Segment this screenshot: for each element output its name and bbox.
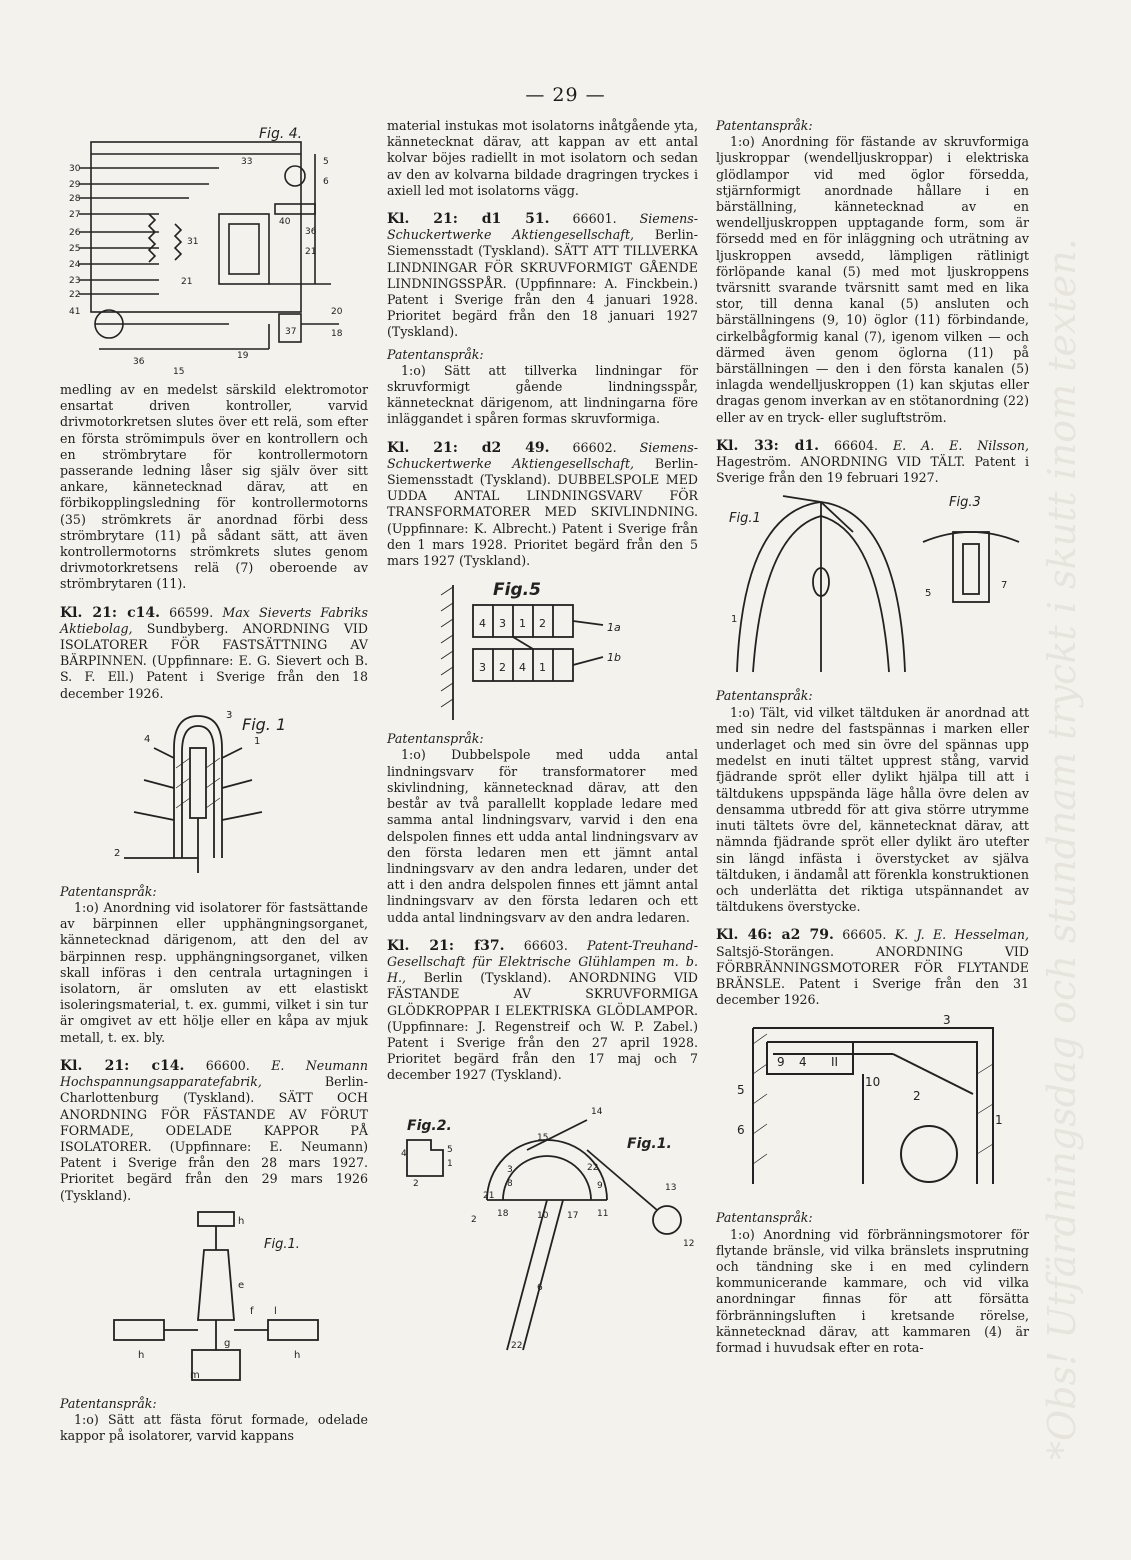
claim-66604: 1:o) Tält, vid vilket tältduken är anordnad att med sin nedre del fastspännas i marken eller underlaget och med sin övre del spännas upp medelst en inuti tältet upprest stång, varvid fjädrande spröt eller dylikt hjälpa till att i tältdukens uppspända läge hålla övre delen av densamma utbredd för att giva större utrymme inuti tältets övre del, kännetecknat därav, att nämnda fjädrande spröt eller dylikt äro utefter sin längd infästa i överstycket av själva tältduken, i ändamål att förenkla konstruktionen och underlätta det riktiga utspännandet av tältdukens överstycke. [716, 704, 1029, 915]
svg-text:m: m [190, 1369, 200, 1381]
svg-text:13: 13 [665, 1182, 677, 1193]
svg-text:1: 1 [994, 1113, 1003, 1128]
svg-text:22: 22 [587, 1162, 599, 1173]
svg-text:28: 28 [69, 194, 81, 204]
patent-entry-66605: Kl. 46: a2 79. 66605. K. J. E. Hesselman, Saltsjö-Storängen. ANORDNING VID FÖRBRÄNNINGSMOTORER FÖR FLYTANDE BRÄNSLE. Patent i Sverige från den 31 december 1926. [716, 927, 1029, 1008]
claim-heading-2: Patentanspråk: [387, 731, 484, 747]
svg-text:Fig.1.: Fig.1. [627, 1135, 672, 1152]
patent-entry-66600: Kl. 21: c14. 66600. E. Neumann Hochspannungsapparatefabrik, Berlin-Charlottenburg (Tyskland). SÄTT OCH ANORDNING FÖR FÄSTANDE AV FÖRUT FORMADE, ODELADE KAPPOR PÅ ISOLATORER. (Uppfinnare: E. Neumann) Patent i Sverige från den 28 mars 1927. Prioritet begärd från den 29 mars 1926 (Tyskland). [60, 1057, 368, 1203]
claim-heading: Patentanspråk: [716, 118, 813, 133]
svg-text:26: 26 [69, 228, 81, 238]
patent-entry-66603: Kl. 21: f37. 66603. Patent-Treuhand-Gesellschaft für Elektrische Glühlampen m. b. H., Berlin (Tyskland). ANORDNING VID FÄSTANDE AV SKRUVFORMIGA GLÖDKROPPAR I ELEKTRISKA GLÖDLAMPOR. (Uppfinnare: J. Regenstreif och W. P. Zabel.) Patent i Sverige från den 27 april 1928. Prioritet begärd från den 17 maj och 7 december 1927 (Tyskland). [387, 937, 698, 1083]
figure-tent [723, 492, 1023, 682]
svg-text:l: l [274, 1305, 277, 1317]
svg-text:31: 31 [187, 237, 199, 247]
svg-text:5: 5 [736, 1083, 745, 1098]
svg-text:30: 30 [69, 164, 81, 174]
svg-text:24: 24 [69, 260, 81, 270]
patent-entry-66599: Kl. 21: c14. 66599. Max Sieverts Fabriks Aktiebolag, Sundbyberg. ANORDNING VID ISOLATORER FÖR FASTSÄTTNING AV BÄRPINNEN. (Uppfinnare: E. G. Sievert och B. S. F. Ell.) Patent i Sverige från den 18 december 1926. [60, 604, 369, 701]
svg-text:4: 4 [401, 1148, 407, 1159]
svg-text:15: 15 [173, 367, 185, 376]
svg-text:25: 25 [69, 244, 81, 254]
svg-text:4: 4 [518, 661, 526, 675]
svg-text:23: 23 [69, 276, 81, 286]
svg-text:Fig.3: Fig.3 [948, 495, 981, 511]
svg-text:1a: 1a [606, 621, 621, 635]
svg-text:2: 2 [114, 847, 121, 859]
claim-heading: Patentanspråk: [60, 883, 157, 899]
svg-text:36: 36 [133, 357, 145, 367]
claim-66601: 1:o) Sätt att tillverka lindningar för skruvformigt gående lindningsspår, kännetecknat därigenom, att lindningarna före inläggandet i spåren formas skruvformiga. [387, 362, 698, 427]
svg-text:21: 21 [483, 1190, 495, 1201]
svg-text:33: 33 [241, 157, 253, 167]
bleed-through-watermark: *Obs! Utfärdningsdag och stundnam tryckt i skutt inom texten. [1040, 238, 1084, 1460]
svg-text:h: h [294, 1349, 301, 1361]
svg-text:f: f [250, 1305, 254, 1317]
svg-text:21: 21 [305, 247, 317, 257]
svg-text:27: 27 [69, 210, 81, 220]
svg-text:6: 6 [736, 1123, 745, 1138]
claim-heading: Patentanspråk: [387, 346, 484, 362]
claim-66605: 1:o) Anordning vid förbränningsmotorer för flytande bränsle, vid vilka bränslets insprutning och tändning ske i en med cylindern kommunicerande kammare, och vid vilka anordningar finnas för att försätta förbränningsluften i kretsande rörelse, kännetecknad därav, att kammaren (4) är formad i huvudsak efter en rota- [716, 1226, 1029, 1355]
svg-text:8: 8 [507, 1178, 513, 1189]
svg-text:1: 1 [730, 614, 737, 626]
svg-text:7: 7 [1000, 580, 1007, 592]
svg-text:21: 21 [181, 277, 193, 287]
claim-66603: 1:o) Anordning för fästande av skruvformiga ljuskroppar (wendelljuskroppar) i elektriska glödlampor vid med öglor försedda, stjärnformigt anordnade hållare i en bärställning, kännetecknad av en wendelljuskroppen upptagande form, som är försedd med en för inläggning och uträtning av ljuskroppen avsedd, lämpligen rätlinigt förlöpande kanal (5) med mot ljuskroppens tvärsnitt svarande tvärsnitt samt med en lika stor, till denna kanal (5) ansluten och bärställningens (9, 10) öglor (11) förbindande, cirkelbågformig kanal (7), igenom vilken — och därmed även genom öglorna (11) på bärställningen — den i den första kanalen (5) inlagda wendelljuskroppen (1) kan skjutas eller dragas genom inverkan av en stötanordning (22) eller av en tryck- eller sugluftström. [716, 134, 1029, 425]
page-number: — 29 — [525, 84, 606, 106]
figure-4-circuit-diagram [69, 124, 359, 376]
figure-combustion-engine [733, 1014, 1013, 1204]
svg-text:4: 4 [798, 1055, 807, 1070]
svg-text:g: g [224, 1337, 231, 1349]
svg-text:20: 20 [331, 307, 343, 317]
svg-text:10: 10 [864, 1075, 880, 1090]
svg-text:h: h [238, 1215, 245, 1227]
svg-text:5: 5 [323, 157, 329, 167]
column-3 [716, 118, 1029, 1356]
svg-text:5: 5 [447, 1144, 453, 1155]
svg-text:e: e [238, 1279, 245, 1291]
patent-entry-66604: Kl. 33: d1. 66604. E. A. E. Nilsson, Hageström. ANORDNING VID TÄLT. Patent i Sverige från den 19 februari 1927. [716, 437, 1029, 486]
svg-text:2: 2 [912, 1089, 921, 1104]
patent-entry-66602: Kl. 21: d2 49. 66602. Siemens-Schuckertwerke Aktiengesellschaft, Berlin-Siemensstadt (Tyskland). DUBBELSPOLE MED UDDA ANTAL LINDNINGSVARV FÖR TRANSFORMATORER MED SKIVLINDNING. (Uppfinnare: K. Albrecht.) Patent i Sverige från den 1 mars 1928. Prioritet begärd från den 5 mars 1927 (Tyskland). [387, 439, 698, 569]
svg-text:2: 2 [471, 1214, 477, 1225]
claim-66599: 1:o) Anordning vid isolatorer för fastsättande av bärpinnen eller upphängningsorganet, kännetecknad därigenom, att den del av bärpinnen resp. upphängningsorganet, vilken skall införas i den centrala urtagningen i isolatorn, är omsluten av ett elastiskt isoleringsmaterial, t. ex. gummi, vilket i sin tur är omgivet av ett hölje eller en kåpa av mjuk metall, t. ex. bly. [60, 900, 368, 1045]
svg-text:9: 9 [776, 1055, 785, 1070]
svg-text:41: 41 [69, 307, 81, 317]
svg-text:14: 14 [591, 1106, 603, 1117]
svg-text:h: h [138, 1349, 145, 1361]
figure-1-kappor-press [74, 1210, 354, 1390]
figure-glowlamp-form [387, 1090, 698, 1360]
svg-text:1: 1 [538, 661, 546, 675]
svg-text:3: 3 [498, 617, 506, 631]
svg-text:3: 3 [942, 1014, 951, 1028]
svg-text:37: 37 [285, 327, 297, 337]
continuation-paragraph: medling av en medelst särskild elektromotor ensartat driven kontroller, varvid drivmotorkretsen slutes över ett relä, som efter en första strömimpuls över en kontrollern och en strömbrytare för kontrollermotorn passerande ledning låser sig själv över sitt ankare, kännetecknad därav, att en förbikopplingsledning för kontrollermotorns (35) strömkrets är anordnad förbi dess strömbrytare (11) på sådant sätt, att även kontrollermotorns strömkrets slutes genom drivmotorkretsens relä (7) oberoende av strömbrytaren (11). [60, 382, 368, 592]
svg-text:6: 6 [537, 1282, 543, 1293]
svg-text:18: 18 [331, 329, 343, 339]
svg-text:11: 11 [597, 1208, 609, 1219]
figure-1-isolator [114, 708, 314, 878]
svg-text:3: 3 [478, 661, 486, 675]
svg-text:2: 2 [538, 617, 546, 631]
svg-text:12: 12 [683, 1238, 695, 1249]
svg-text:18: 18 [497, 1208, 509, 1219]
svg-text:Fig.1: Fig.1 [728, 511, 761, 527]
svg-text:40: 40 [279, 217, 291, 227]
svg-text:1: 1 [254, 735, 261, 747]
column-1 [60, 118, 368, 1444]
svg-text:2: 2 [413, 1178, 419, 1189]
claim-66602: 1:o) Dubbelspole med udda antal lindningsvarv för transformatorer med skivlindning, kännetecknad därav, att den består av två parallellt kopplade ledare med samma antal lindningsvarv, varvid i den ena delspolen finnes ett udda antal lindningsvarv av den första ledaren men ett jämnt antal lindningsvarv av den andra ledaren, under det att i den andra delspolen finnes ett jämnt antal lindningsvarv av den första ledaren och ett udda antal lindningsvarv av den andra ledaren. [387, 747, 698, 925]
svg-text:1: 1 [518, 617, 526, 631]
svg-text:Fig.5: Fig.5 [492, 580, 541, 601]
svg-text:29: 29 [69, 180, 81, 190]
svg-text:36: 36 [305, 227, 317, 237]
svg-text:5: 5 [924, 588, 931, 600]
svg-text:Fig. 1: Fig. 1 [242, 714, 287, 734]
svg-text:Fig.2.: Fig.2. [407, 1117, 452, 1134]
svg-text:17: 17 [567, 1210, 579, 1221]
svg-text:22: 22 [511, 1340, 523, 1351]
claim-heading-2: Patentanspråk: [60, 1395, 157, 1411]
svg-text:4: 4 [144, 733, 151, 745]
svg-text:Fig.1.: Fig.1. [264, 1236, 300, 1252]
svg-text:1b: 1b [606, 651, 621, 665]
svg-text:10: 10 [537, 1210, 549, 1221]
svg-text:Fig. 4.: Fig. 4. [259, 126, 303, 142]
continuation-paragraph-2: material instukas mot isolatorns inåtgående yta, kännetecknat därav, att kappan av ett antal kolvar böjes radiellt in mot isolatorn och sedan av den av kolvarna bildade dragringen tryckes i axiell led mot isolatorns vägg. [387, 118, 698, 198]
svg-text:3: 3 [226, 709, 233, 721]
svg-text:6: 6 [323, 177, 329, 187]
svg-text:19: 19 [237, 351, 249, 361]
svg-text:1: 1 [447, 1158, 453, 1169]
svg-text:4: 4 [478, 617, 486, 631]
svg-text:22: 22 [69, 290, 81, 300]
svg-text:15: 15 [537, 1132, 549, 1143]
svg-text:9: 9 [597, 1180, 603, 1191]
column-2 [387, 118, 698, 1366]
claim-66600: 1:o) Sätt att fästa förut formade, odelade kappor på isolatorer, varvid kappans [60, 1411, 368, 1444]
svg-text:2: 2 [498, 661, 506, 675]
figure-5-double-coil [433, 575, 653, 725]
svg-text:II: II [830, 1055, 838, 1070]
claim-heading-2: Patentanspråk: [716, 688, 813, 704]
patent-entry-66601: Kl. 21: d1 51. 66601. Siemens-Schuckertwerke Aktiengesellschaft, Berlin-Siemensstadt (Tyskland). SÄTT ATT TILLVERKA LINDNINGAR FÖR SKRUVFORMIGT GÅENDE LINDNINGSSPÅR. (Uppfinnare: A. Finckbein.) Patent i Sverige från den 4 januari 1928. Prioritet begärd från den 18 januari 1927 (Tyskland). [387, 211, 698, 340]
svg-text:3: 3 [507, 1164, 513, 1175]
claim-heading-3: Patentanspråk: [716, 1210, 813, 1226]
